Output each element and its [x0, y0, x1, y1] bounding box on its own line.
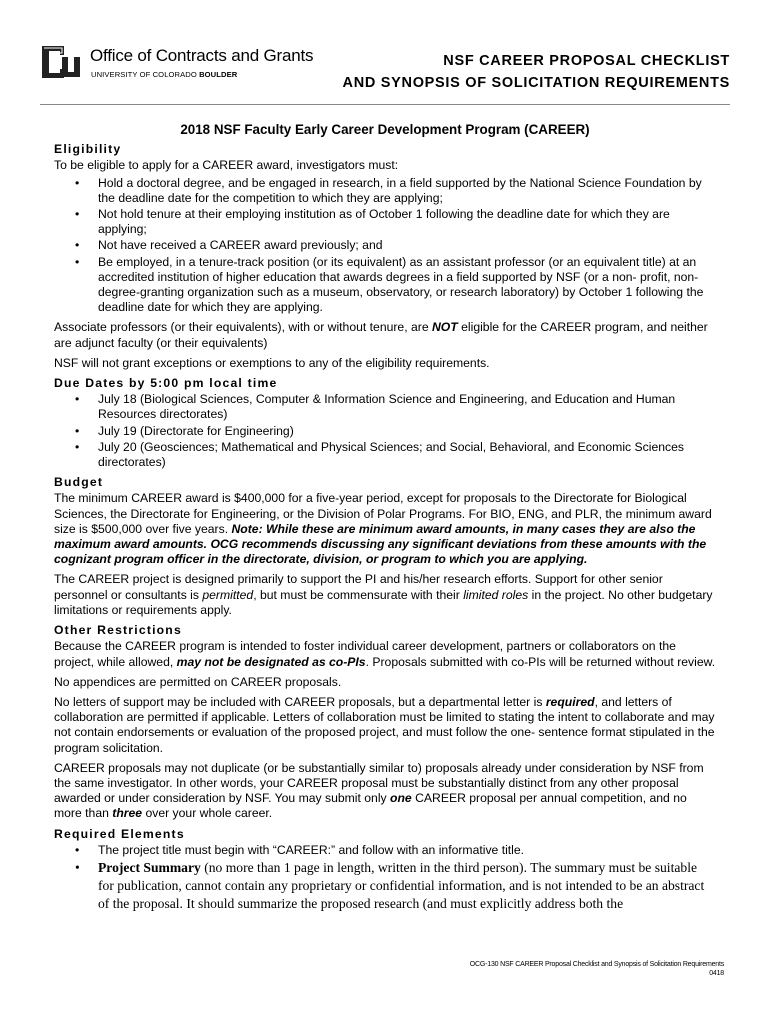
- dup-three: three: [112, 806, 143, 821]
- budget-permitted: permitted: [202, 587, 254, 602]
- eligibility-intro: To be eligible to apply for a CAREER award, investigators must:: [54, 158, 399, 173]
- list-item-text: Be employed, in a tenure-track position (or its equivalent) as an assistant professor (or an equivalent title) at an accredited institution of higher education that awards degrees in a field supported by NSF (or a non- profit, non-degree-granting organization such as a museum, observatory, or research laboratory) by October 1 following the deadline date for which they are applying.: [98, 254, 704, 315]
- page-header: [40, 40, 730, 100]
- associate-professors-note: [54, 320, 716, 350]
- budget-paragraph-1: [54, 491, 716, 567]
- budget-text: The minimum CAREER award is $400,000 for a five-year period, except for proposals to the Directorate for Biological Sciences, the Directorate for Engineering, or the Division of Polar Programs. For BIO, ENG, and PLR, the minimum award size is $500,000 over five years.: [54, 491, 712, 536]
- project-summary-label: Project Summary: [98, 859, 201, 875]
- document-title: [343, 50, 730, 94]
- eligibility-heading: Eligibility: [54, 142, 122, 157]
- cu-logo-icon: [40, 42, 80, 82]
- budget-text-b: , but must be commensurate with their: [253, 587, 464, 602]
- duplication-paragraph: [54, 761, 716, 822]
- required-elements-heading: Required Elements: [54, 826, 185, 841]
- required-elements-list: [54, 843, 716, 913]
- university-campus: BOULDER: [199, 70, 238, 79]
- no-exceptions-note: NSF will not grant exceptions or exemptions to any of the eligibility requirements.: [54, 355, 490, 370]
- co-pi-paragraph: [54, 639, 716, 669]
- dup-text-a: CAREER proposals may not duplicate (or be substantially similar to) proposals already under consideration by NSF from the same investigator. In other words, your CAREER proposal must be substantially distinct from any other proposal awarded or under consideration by NSF. You may submit only: [54, 760, 704, 806]
- bullet-icon: •: [75, 207, 80, 222]
- university-prefix: UNIVERSITY OF COLORADO: [91, 70, 200, 79]
- letters-text-a: No letters of support may be included with CAREER proposals, but a departmental letter is: [54, 694, 546, 709]
- appendices-paragraph: No appendices are permitted on CAREER proposals.: [54, 674, 342, 689]
- list-item: [54, 440, 716, 470]
- footer-doc-id: OCG-130 NSF CAREER Proposal Checklist and Synopsis of Solicitation Requirements: [469, 961, 724, 968]
- list-item: [54, 255, 716, 316]
- due-dates-list: [54, 392, 716, 470]
- due-dates-heading: Due Dates by 5:00 pm local time: [54, 376, 278, 391]
- list-item: [54, 859, 716, 913]
- copi-text-a: Because the CAREER program is intended to foster individual career development, partners or collaborators on the project, while allowed,: [54, 639, 676, 669]
- eligibility-list: [54, 176, 716, 316]
- title-line-2: AND SYNOPSIS OF SOLICITATION REQUIREMENTS: [342, 75, 730, 91]
- budget-text-a: The CAREER project is designed primarily to support the PI and his/her research efforts. Support for other senior personnel or consultants is: [54, 572, 663, 602]
- budget-paragraph-2: [54, 572, 716, 618]
- page-footer: [470, 960, 724, 978]
- list-item: [54, 424, 716, 439]
- dup-one: one: [390, 791, 412, 806]
- header-divider: [40, 104, 730, 105]
- university-name: [91, 70, 237, 79]
- bullet-icon: •: [75, 392, 80, 407]
- org-name: Office of Contracts and Grants: [90, 46, 314, 65]
- budget-limited-roles: limited roles: [463, 587, 529, 602]
- bullet-icon: •: [75, 842, 80, 857]
- footer-revision: 0418: [709, 970, 724, 977]
- assoc-text-a: Associate professors (or their equivalents), with or without tenure, are: [54, 320, 432, 335]
- assoc-not: NOT: [432, 320, 458, 335]
- list-item: [54, 207, 716, 237]
- list-item: [54, 238, 716, 253]
- budget-heading: Budget: [54, 475, 104, 490]
- bullet-icon: •: [75, 238, 80, 253]
- list-item-text: The project title must begin with “CAREER:” and follow with an informative title.: [98, 842, 525, 857]
- bullet-icon: •: [75, 423, 80, 438]
- letters-text-c: , and letters of collaboration are permitted if applicable. Letters of collaboration must be limited to stating the intent to collaborate and may not contain endorsements or evaluation of the proposed project, and must follow the one- sentence format stipulated in the program solicitation.: [54, 694, 715, 755]
- dup-text-b: CAREER proposal per annual competition, and no more than: [54, 791, 687, 821]
- bullet-icon: •: [75, 439, 80, 454]
- bullet-icon: •: [75, 254, 80, 269]
- title-line-1: NSF CAREER PROPOSAL CHECKLIST: [443, 53, 730, 69]
- program-title: 2018 NSF Faculty Early Career Development Program (CAREER): [180, 122, 590, 137]
- copi-text-c: . Proposals submitted with co-PIs will be returned without review.: [365, 654, 716, 669]
- list-item-text: Hold a doctoral degree, and be engaged in research, in a field supported by the National Science Foundation by the deadline date for the competition to which they are applying;: [98, 175, 702, 205]
- list-item: [54, 392, 716, 422]
- assoc-text-b: eligible for the CAREER program, and neither are adjunct faculty (or their equivalents): [54, 320, 708, 350]
- budget-note: Note: While these are minimum award amounts, in many cases they are also the maximum award amounts. OCG recommends discussing any significant deviations from these amounts with the cognizant program officer in the directorate, division, or program to which you are applying.: [54, 521, 707, 567]
- document-body: [54, 122, 716, 918]
- other-restrictions-heading: Other Restrictions: [54, 623, 182, 638]
- bullet-icon: •: [75, 859, 80, 875]
- list-item: [54, 176, 716, 206]
- list-item: [54, 843, 716, 858]
- copi-emphasis: may not be designated as co-PIs: [176, 654, 366, 669]
- list-item-text: Not hold tenure at their employing institution as of October 1 following the deadline date for which they are applying;: [98, 207, 670, 237]
- list-item-text: July 19 (Directorate for Engineering): [98, 423, 294, 438]
- letters-required: required: [545, 694, 595, 709]
- project-summary-text: (no more than 1 page in length, written in the third person). The summary must be suitable for publication, cannot contain any proprietary or confidential information, and is not intended to be an abstract of the proposal. It should summarize the proposed research (and must explicitly address both the: [98, 859, 705, 911]
- list-item-text: July 18 (Biological Sciences, Computer & Information Science and Engineering, and Education and Human Resources directorates): [98, 392, 676, 422]
- budget-text-c: in the project. No other budgetary limitations or requirements apply.: [54, 587, 713, 617]
- letters-paragraph: [54, 695, 716, 756]
- list-item-text: July 20 (Geosciences; Mathematical and Physical Sciences; and Social, Behavioral, and Economic Sciences directorates): [98, 439, 684, 470]
- bullet-icon: •: [75, 175, 80, 190]
- list-item-text: Not have received a CAREER award previously; and: [98, 238, 383, 253]
- dup-text-c: over your whole career.: [142, 806, 273, 821]
